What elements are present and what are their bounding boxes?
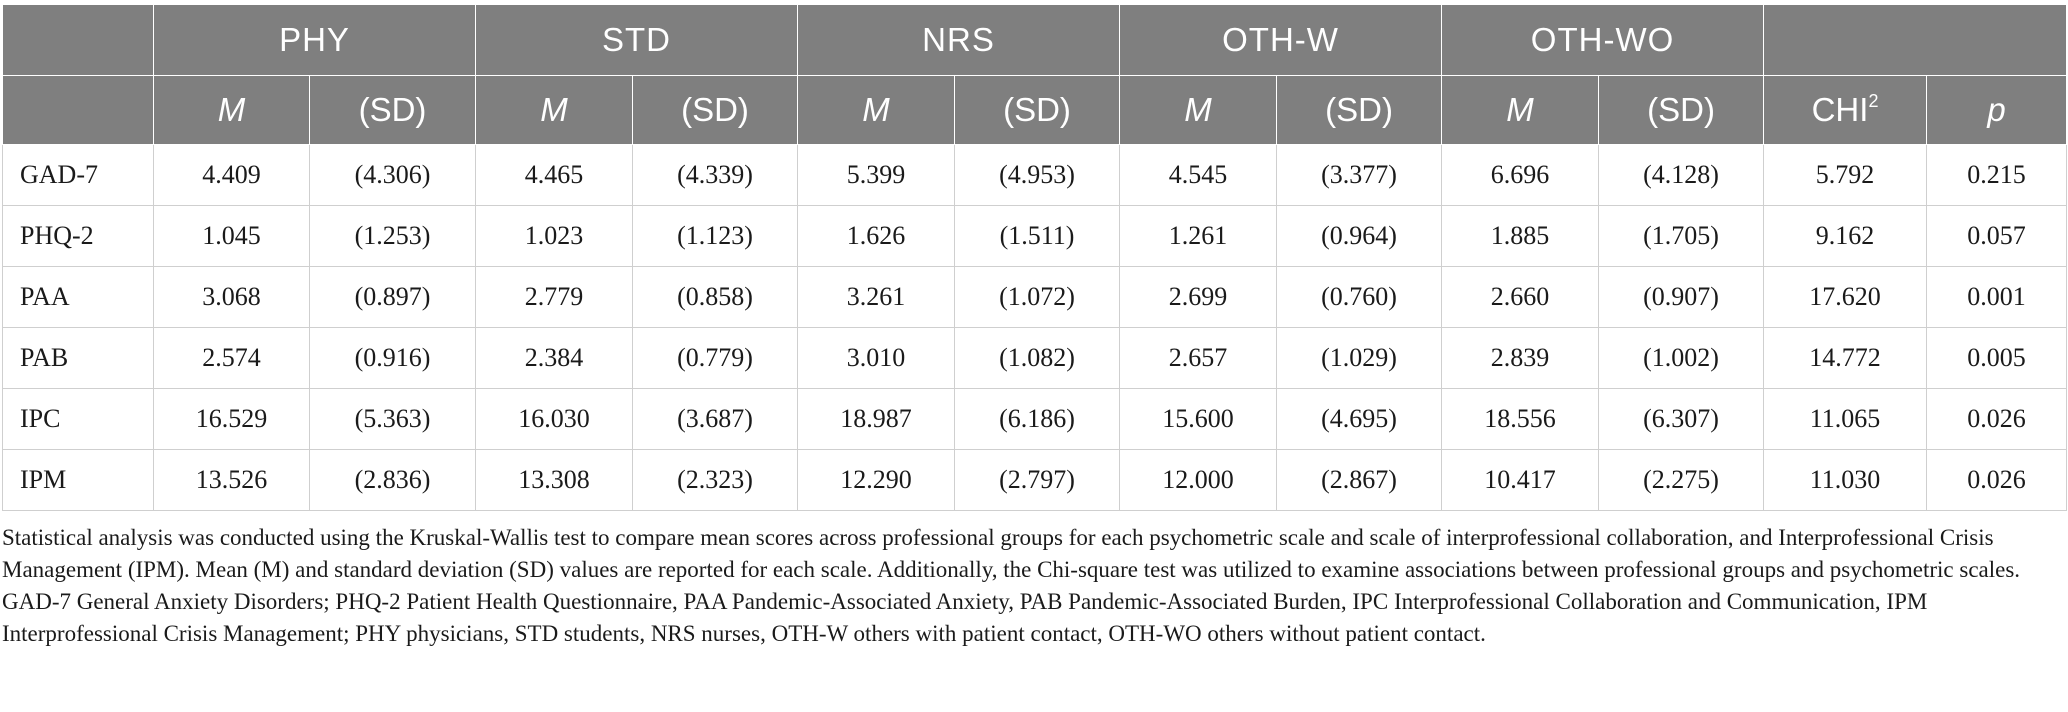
group-header-stats — [1764, 5, 2067, 76]
group-header-phy: PHY — [154, 5, 476, 76]
table-row — [3, 267, 2067, 328]
table-cell: (0.779) — [633, 328, 798, 389]
table-cell: 10.417 — [1442, 450, 1599, 511]
group-header-nrs: NRS — [798, 5, 1120, 76]
table-cell: 11.030 — [1764, 450, 1927, 511]
sub-header-mean: M — [1120, 76, 1277, 145]
row-label: PHQ-2 — [3, 206, 154, 267]
table-footnote: Statistical analysis was conducted using the Kruskal-Wallis test to compare mean scores across professional groups for each psychometric scale and scale of interprofessional collaboration, and Interprofessional Crisis Management (IPM). Mean (M) and standard deviation (SD) values are reported for each scale. Additionally, the Chi-square test was utilized to examine associations between professional groups and psychometric scales. GAD-7 General Anxiety Disorders; PHQ-2 Patient Health Questionnaire, PAA Pandemic-Associated Anxiety, PAB Pandemic-Associated Burden, IPC Interprofessional Collaboration and Communication, IPM Interprofessional Crisis Management; PHY physicians, STD students, NRS nurses, OTH-W others with patient contact, OTH-WO others without patient contact. — [2, 525, 2021, 646]
group-header-oth-w: OTH-W — [1120, 5, 1442, 76]
table-cell: (4.128) — [1599, 145, 1764, 206]
table-cell: (6.186) — [955, 389, 1120, 450]
table-cell: (1.002) — [1599, 328, 1764, 389]
sub-header-sd: (SD) — [955, 76, 1120, 145]
table-cell: (6.307) — [1599, 389, 1764, 450]
table-cell: (4.339) — [633, 145, 798, 206]
table-cell: (0.760) — [1277, 267, 1442, 328]
results-table — [2, 4, 2067, 511]
table-cell: 5.399 — [798, 145, 955, 206]
table-cell: (0.907) — [1599, 267, 1764, 328]
table-cell: 16.529 — [154, 389, 310, 450]
table-cell: 18.556 — [1442, 389, 1599, 450]
table-cell: 3.261 — [798, 267, 955, 328]
table-cell: (1.082) — [955, 328, 1120, 389]
table-cell: 5.792 — [1764, 145, 1927, 206]
table-cell: 14.772 — [1764, 328, 1927, 389]
table-cell: 16.030 — [476, 389, 633, 450]
table-cell: 9.162 — [1764, 206, 1927, 267]
table-cell: 2.699 — [1120, 267, 1277, 328]
table-cell: 4.465 — [476, 145, 633, 206]
table-cell: 4.409 — [154, 145, 310, 206]
table-cell: 3.010 — [798, 328, 955, 389]
sub-header-mean: M — [798, 76, 955, 145]
table-cell: 13.526 — [154, 450, 310, 511]
table-cell: (2.867) — [1277, 450, 1442, 511]
chi-superscript: 2 — [1868, 91, 1879, 111]
row-label: GAD-7 — [3, 145, 154, 206]
table-cell: 18.987 — [798, 389, 955, 450]
table-cell: (1.253) — [310, 206, 476, 267]
table-cell: 0.005 — [1927, 328, 2067, 389]
table-row — [3, 328, 2067, 389]
table-cell: 0.026 — [1927, 450, 2067, 511]
table-cell: (4.306) — [310, 145, 476, 206]
table-cell: 12.000 — [1120, 450, 1277, 511]
table-cell: (1.123) — [633, 206, 798, 267]
table-cell: 1.023 — [476, 206, 633, 267]
table-cell: 1.261 — [1120, 206, 1277, 267]
table-cell: (1.029) — [1277, 328, 1442, 389]
table-cell: 2.779 — [476, 267, 633, 328]
table-row — [3, 206, 2067, 267]
table-cell: (0.916) — [310, 328, 476, 389]
sub-header-mean: M — [1442, 76, 1599, 145]
table-row — [3, 145, 2067, 206]
table-cell: 12.290 — [798, 450, 955, 511]
table-cell: 0.215 — [1927, 145, 2067, 206]
group-header-std: STD — [476, 5, 798, 76]
table-cell: 2.384 — [476, 328, 633, 389]
table-row — [3, 389, 2067, 450]
table-row — [3, 450, 2067, 511]
table-cell: (0.964) — [1277, 206, 1442, 267]
group-header-row — [3, 5, 2067, 76]
table-cell: (0.858) — [633, 267, 798, 328]
row-label: IPC — [3, 389, 154, 450]
sub-header-chi-square — [1764, 76, 1927, 145]
table-cell: 4.545 — [1120, 145, 1277, 206]
table-cell: 1.885 — [1442, 206, 1599, 267]
sub-header-sd: (SD) — [1599, 76, 1764, 145]
chi-label: CHI — [1811, 91, 1869, 128]
table-cell: 2.839 — [1442, 328, 1599, 389]
table-cell: 0.001 — [1927, 267, 2067, 328]
table-cell: (3.687) — [633, 389, 798, 450]
table-cell: (1.705) — [1599, 206, 1764, 267]
table-cell: 2.657 — [1120, 328, 1277, 389]
table-cell: 0.057 — [1927, 206, 2067, 267]
table-cell: 6.696 — [1442, 145, 1599, 206]
results-table-container — [2, 4, 2066, 511]
group-header-oth-wo: OTH-WO — [1442, 5, 1764, 76]
table-cell: 15.600 — [1120, 389, 1277, 450]
row-label: IPM — [3, 450, 154, 511]
sub-header-sd: (SD) — [633, 76, 798, 145]
sub-header-p-value: p — [1927, 76, 2067, 145]
table-cell: (4.953) — [955, 145, 1120, 206]
table-cell: 2.660 — [1442, 267, 1599, 328]
sub-header-sd: (SD) — [310, 76, 476, 145]
row-label: PAB — [3, 328, 154, 389]
sub-header-mean: M — [476, 76, 633, 145]
table-cell: 1.045 — [154, 206, 310, 267]
table-cell: 0.026 — [1927, 389, 2067, 450]
sub-header-mean: M — [154, 76, 310, 145]
corner-cell-sub — [3, 76, 154, 145]
sub-header-sd: (SD) — [1277, 76, 1442, 145]
table-cell: (2.323) — [633, 450, 798, 511]
table-cell: (0.897) — [310, 267, 476, 328]
table-cell: 2.574 — [154, 328, 310, 389]
table-cell: (2.836) — [310, 450, 476, 511]
table-cell: (5.363) — [310, 389, 476, 450]
table-cell: (2.275) — [1599, 450, 1764, 511]
sub-header-row — [3, 76, 2067, 145]
table-cell: (1.072) — [955, 267, 1120, 328]
row-label: PAA — [3, 267, 154, 328]
table-cell: 1.626 — [798, 206, 955, 267]
table-body — [3, 145, 2067, 511]
table-cell: (3.377) — [1277, 145, 1442, 206]
table-cell: 3.068 — [154, 267, 310, 328]
table-cell: (1.511) — [955, 206, 1120, 267]
table-cell: 11.065 — [1764, 389, 1927, 450]
table-cell: 17.620 — [1764, 267, 1927, 328]
table-cell: 13.308 — [476, 450, 633, 511]
table-cell: (2.797) — [955, 450, 1120, 511]
corner-cell — [3, 5, 154, 76]
table-cell: (4.695) — [1277, 389, 1442, 450]
